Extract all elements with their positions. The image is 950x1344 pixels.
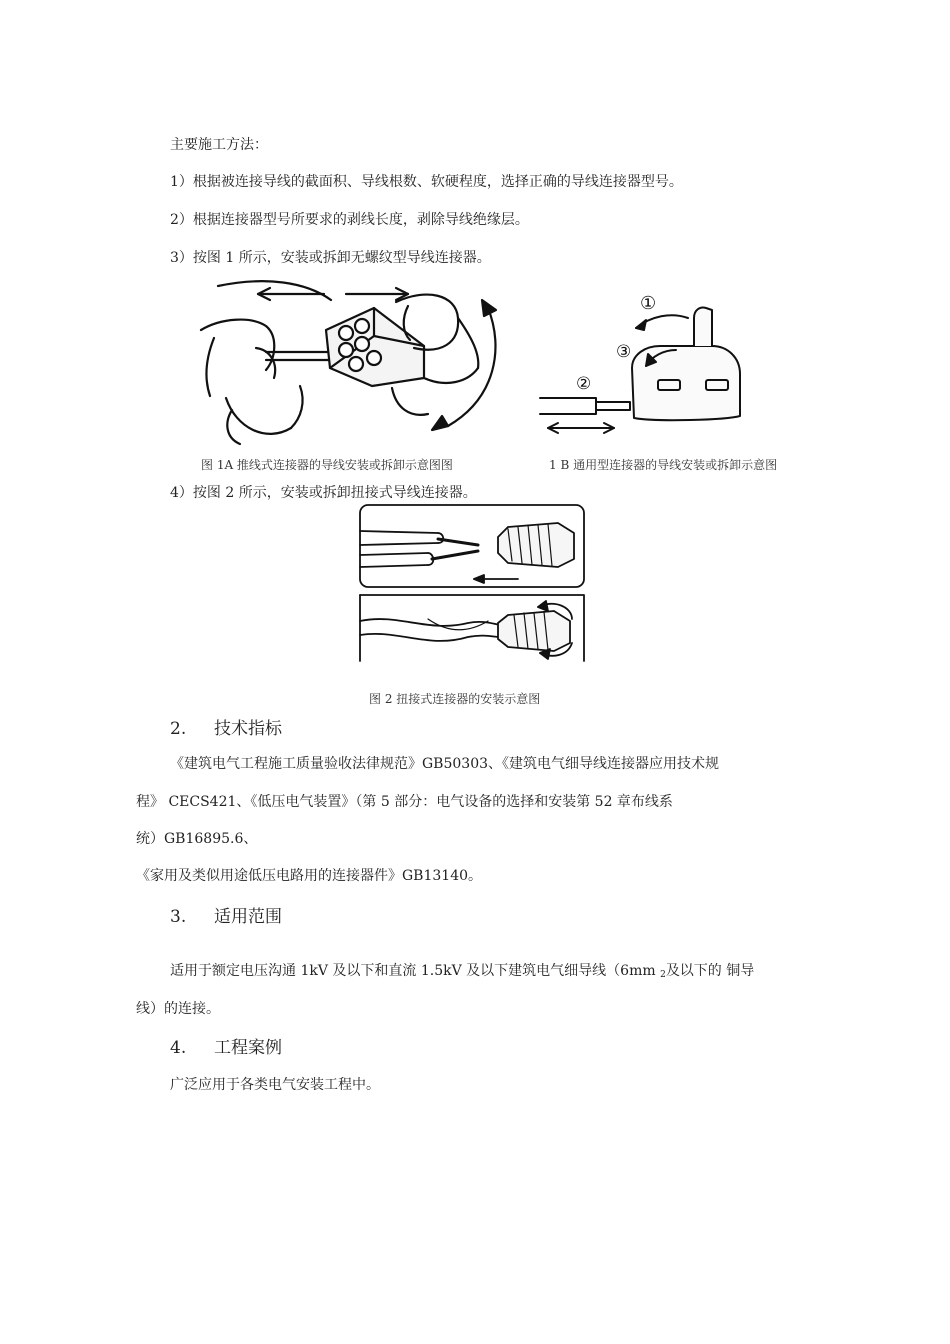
scope-text-a: 适用于额定电压沟通 1kV 及以下和直流 1.5kV 及以下建筑电气细导线（6mm bbox=[170, 963, 661, 979]
method-step-3: 3）按图 1 所示，安装或拆卸无螺纹型导线连接器。 bbox=[170, 250, 491, 266]
marker-3: ③ bbox=[616, 342, 632, 362]
methods-heading: 主要施工方法： bbox=[170, 137, 268, 153]
method-step-2: 2）根据连接器型号所要求的剥线长度，剥除导线绝缘层。 bbox=[170, 212, 529, 228]
tech-line-2: 程》 CECS421、《低压电气装置》（第 5 部分：电气设备的选择和安装第 52 章布线系 bbox=[136, 794, 673, 810]
tech-line-4: 《家用及类似用途低压电路用的连接器件》GB13140。 bbox=[136, 868, 483, 884]
figure-1a-caption: 图 1A 推线式连接器的导线安装或拆卸示意图图 bbox=[201, 458, 453, 472]
marker-1: ① bbox=[640, 293, 657, 314]
section-number: 3. bbox=[170, 907, 187, 927]
cases-text: 广泛应用于各类电气安装工程中。 bbox=[170, 1077, 380, 1093]
figure-1b-caption: 1 B 通用型连接器的导线安装或拆卸示意图 bbox=[549, 458, 778, 472]
section-heading-tech bbox=[170, 718, 282, 740]
section-number: 2. bbox=[170, 719, 187, 739]
section-title: 适用范围 bbox=[214, 907, 282, 927]
section-title: 工程案例 bbox=[214, 1038, 282, 1058]
figure-1a-push-connector bbox=[196, 278, 508, 446]
scope-line-2: 线）的连接。 bbox=[136, 1001, 220, 1017]
method-step-1: 1）根据被连接导线的截面积、导线根数、软硬程度，选择正确的导线连接器型号。 bbox=[170, 174, 683, 190]
section-heading-scope bbox=[170, 906, 282, 928]
tech-line-3: 统）GB16895.6、 bbox=[136, 831, 258, 847]
figure-1b-universal-connector bbox=[536, 288, 750, 436]
section-heading-cases bbox=[170, 1037, 282, 1059]
figure-2-twist-connector bbox=[358, 503, 588, 663]
section-number: 4. bbox=[170, 1038, 187, 1058]
scope-subscript: 2 bbox=[660, 970, 666, 980]
method-step-4: 4）按图 2 所示，安装或拆卸扭接式导线连接器。 bbox=[170, 485, 477, 501]
tech-line-1: 《建筑电气工程施工质量验收法律规范》GB50303、《建筑电气细导线连接器应用技术规 bbox=[170, 756, 720, 772]
figure-2-caption: 图 2 扭接式连接器的安装示意图 bbox=[369, 692, 541, 706]
section-title: 技术指标 bbox=[214, 719, 282, 739]
scope-text-b: 及以下的 铜导 bbox=[665, 963, 755, 979]
marker-2: ② bbox=[576, 374, 592, 394]
scope-line-1 bbox=[170, 962, 754, 984]
